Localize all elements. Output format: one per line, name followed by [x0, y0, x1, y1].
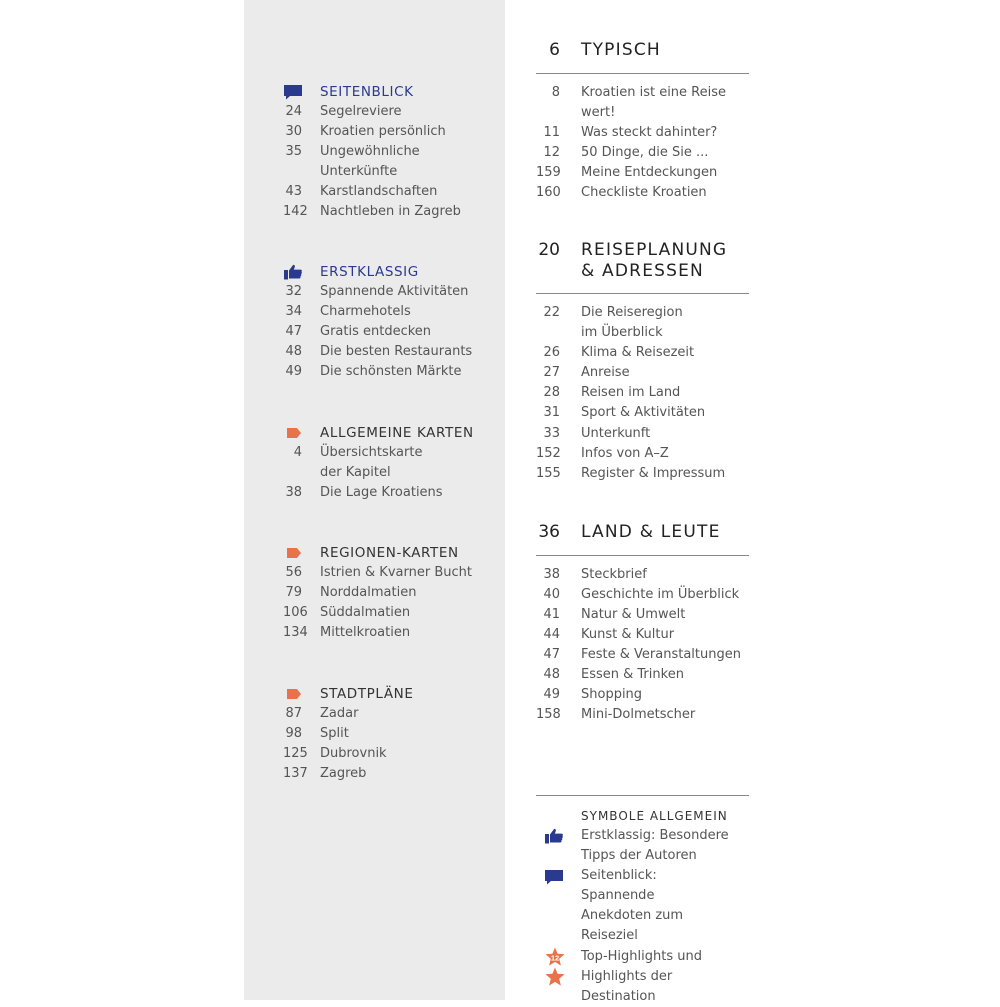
page-number: 49 — [285, 364, 302, 380]
legend-text: Highlights der Destination — [581, 968, 673, 1004]
list-item[interactable] — [283, 322, 498, 342]
section-stadtplaene — [283, 684, 498, 784]
page-number: 87 — [285, 706, 302, 721]
chapter-header[interactable] — [536, 240, 749, 281]
page-number: 31 — [543, 405, 560, 421]
entry-text: 50 Dinge, die Sie ... — [581, 144, 709, 160]
page-number: 137 — [283, 766, 308, 782]
page-number: 49 — [543, 687, 560, 703]
chapter-land-leute — [536, 522, 749, 725]
list-item[interactable] — [283, 704, 498, 724]
list-item[interactable] — [536, 403, 749, 423]
entry-text: Die besten Restaurants — [320, 344, 473, 360]
entry-text: Übersichtskarte der Kapitel — [320, 445, 423, 481]
list-item[interactable] — [283, 282, 498, 302]
page-number: 27 — [543, 365, 560, 381]
legend-text: Seitenblick: Spannende Anekdoten zum Reiseziel — [581, 868, 684, 944]
page-number: 142 — [283, 204, 308, 220]
page-number: 125 — [283, 746, 308, 762]
entry-text: Kunst & Kultur — [581, 626, 675, 642]
entry-text: Dubrovnik — [320, 746, 387, 762]
list-item[interactable] — [536, 183, 749, 203]
legend-text: Erstklassig: Besondere Tipps der Autoren — [581, 828, 729, 864]
list-item[interactable] — [536, 123, 749, 143]
entry-text: Gratis entdecken — [320, 324, 432, 340]
page-number: 155 — [536, 465, 561, 481]
thumbs-up-icon — [283, 264, 303, 280]
chapter-title: LAND & LEUTE — [581, 522, 721, 542]
page-number: 48 — [285, 344, 302, 360]
list-item[interactable] — [536, 585, 749, 605]
entry-text: Was steckt dahinter? — [581, 124, 718, 140]
list-item[interactable] — [536, 605, 749, 625]
entry-text: Geschichte im Überblick — [581, 586, 740, 602]
section-title: STADTPLÄNE — [320, 686, 414, 702]
legend-item — [536, 947, 749, 967]
speech-bubble-icon — [544, 869, 564, 885]
chapter-title: TYPISCH — [581, 40, 661, 60]
page-number: 28 — [543, 385, 560, 401]
page-number: 35 — [285, 144, 302, 160]
list-item[interactable] — [536, 163, 749, 183]
list-item[interactable] — [283, 142, 498, 182]
list-item[interactable] — [283, 362, 498, 382]
page-number: 106 — [283, 605, 308, 621]
entry-text: Checkliste Kroatien — [581, 184, 707, 200]
entry-text: Segelreviere — [320, 104, 402, 119]
list-item[interactable] — [283, 563, 498, 583]
entry-text: Norddalmatien — [320, 585, 417, 601]
list-item[interactable] — [283, 623, 498, 643]
page-number: 33 — [543, 425, 560, 441]
entry-text: Die Reiseregion im Überblick — [581, 305, 683, 341]
list-item[interactable] — [536, 444, 749, 464]
entry-text: Kroatien persönlich — [320, 124, 446, 140]
page-number: 30 — [285, 124, 302, 140]
section-title: ERSTKLASSIG — [320, 264, 419, 280]
page-number: 26 — [543, 345, 560, 361]
map-tag-icon — [283, 545, 303, 561]
section-header — [283, 423, 498, 443]
section-title: SEITENBLICK — [320, 84, 414, 100]
list-item[interactable] — [536, 464, 749, 484]
legend-item — [536, 826, 749, 866]
list-item[interactable] — [283, 102, 498, 122]
chapter-typisch — [536, 40, 749, 203]
entry-text: Anreise — [581, 365, 630, 381]
list-item[interactable] — [283, 764, 498, 784]
list-item[interactable] — [283, 443, 498, 483]
page-number: 41 — [543, 606, 560, 622]
list-item[interactable] — [283, 603, 498, 623]
entry-text: Nachtleben in Zagreb — [320, 204, 461, 220]
page-number: 43 — [285, 184, 302, 200]
entry-text: Mini-Dolmetscher — [581, 707, 696, 723]
list-item[interactable] — [283, 302, 498, 322]
page-number: 24 — [285, 104, 302, 119]
page-number: 38 — [543, 566, 560, 582]
entry-text: Infos von A–Z — [581, 445, 669, 461]
entry-text: Charmehotels — [320, 304, 411, 320]
entry-text: Klima & Reisezeit — [581, 345, 695, 361]
entry-text: Ungewöhnliche Unterkünfte — [320, 144, 420, 180]
entry-text: Meine Entdeckungen — [581, 164, 718, 180]
page-number: 56 — [285, 565, 302, 580]
map-tag-icon — [283, 686, 303, 702]
list-item[interactable] — [536, 363, 749, 383]
page-number: 11 — [543, 124, 560, 140]
entry-text: Die Lage Kroatiens — [320, 485, 443, 501]
list-item[interactable] — [283, 483, 498, 503]
chapter-title: REISEPLANUNG & ADRESSEN — [581, 240, 728, 281]
section-title: REGIONEN-KARTEN — [320, 545, 459, 561]
entry-text: Reisen im Land — [581, 385, 681, 401]
entry-text: Register & Impressum — [581, 465, 726, 481]
chapter-header[interactable] — [536, 40, 749, 61]
list-item[interactable] — [536, 83, 749, 123]
list-item[interactable] — [283, 744, 498, 764]
page-number: 38 — [285, 485, 302, 501]
entry-text: Die schönsten Märkte — [320, 364, 462, 380]
thumbs-up-icon — [544, 828, 564, 844]
page-number: 47 — [285, 324, 302, 340]
list-item[interactable] — [536, 565, 749, 585]
page-number: 34 — [285, 304, 302, 320]
page-number: 158 — [536, 707, 561, 723]
page-number: 40 — [543, 586, 560, 602]
section-title: ALLGEMEINE KARTEN — [320, 425, 474, 441]
section-header — [283, 684, 498, 704]
entry-text: Kroatien ist eine Reise wert! — [581, 84, 727, 120]
divider — [536, 293, 749, 294]
divider — [536, 73, 749, 74]
numbered-star-icon — [544, 947, 566, 967]
entry-text: Karstlandschaften — [320, 184, 438, 200]
list-item[interactable] — [536, 424, 749, 444]
entry-text: Zadar — [320, 706, 359, 721]
section-erstklassig — [283, 262, 498, 382]
page-number: 12 — [543, 144, 560, 160]
list-item[interactable] — [283, 342, 498, 362]
star-icon — [544, 967, 566, 987]
chapter-number: 36 — [538, 522, 560, 542]
entry-text: Mittelkroatien — [320, 625, 411, 641]
section-regionen-karten — [283, 543, 498, 643]
list-item[interactable] — [536, 665, 749, 685]
chapter-reiseplanung — [536, 240, 749, 484]
chapter-header[interactable] — [536, 522, 749, 543]
section-seitenblick — [283, 82, 498, 223]
legend-title: SYMBOLE ALLGEMEIN — [581, 809, 728, 823]
page-number: 22 — [543, 305, 560, 320]
page-number: 152 — [536, 445, 561, 461]
entry-text: Sport & Aktivitäten — [581, 405, 706, 421]
page-number: 44 — [543, 626, 560, 642]
list-item[interactable] — [283, 182, 498, 202]
entry-text: Spannende Aktivitäten — [320, 284, 469, 299]
list-item[interactable] — [283, 122, 498, 142]
speech-bubble-icon — [283, 84, 303, 100]
entry-text: Feste & Veranstaltungen — [581, 646, 741, 662]
page-number: 48 — [543, 666, 560, 682]
list-item[interactable] — [283, 202, 498, 222]
section-header — [283, 82, 498, 102]
entry-text: Süddalmatien — [320, 605, 411, 621]
page-number: 8 — [551, 84, 560, 100]
list-item[interactable] — [283, 583, 498, 603]
chapter-number: 6 — [549, 40, 560, 60]
page-number: 32 — [285, 284, 302, 299]
page-number: 79 — [285, 585, 302, 601]
entry-text: Split — [320, 726, 349, 742]
list-item[interactable] — [536, 625, 749, 645]
list-item[interactable] — [536, 303, 749, 343]
divider — [536, 555, 749, 556]
entry-text: Unterkunft — [581, 425, 651, 441]
map-tag-icon — [283, 425, 303, 441]
list-item[interactable] — [536, 645, 749, 665]
page-number: 47 — [543, 646, 560, 662]
list-item[interactable] — [536, 143, 749, 163]
section-header — [283, 543, 498, 563]
list-item[interactable] — [283, 724, 498, 744]
highlight-badge-number: 12 — [550, 952, 560, 962]
page-number: 160 — [536, 184, 561, 200]
entry-text: Istrien & Kvarner Bucht — [320, 565, 472, 580]
page-number: 159 — [536, 164, 561, 180]
legend-text: Top-Highlights und — [581, 948, 702, 964]
entry-text: Steckbrief — [581, 566, 647, 582]
legend-item — [536, 866, 749, 946]
page-number: 134 — [283, 625, 308, 641]
entry-text: Shopping — [581, 687, 643, 703]
entry-text: Zagreb — [320, 766, 367, 782]
symbol-legend — [536, 795, 749, 1007]
list-item[interactable] — [536, 685, 749, 705]
section-header — [283, 262, 498, 282]
divider — [536, 795, 749, 796]
page-number: 4 — [293, 445, 302, 460]
entry-text: Essen & Trinken — [581, 666, 684, 682]
chapter-number: 20 — [538, 240, 560, 260]
section-allgemeine-karten — [283, 423, 498, 503]
entry-text: Natur & Umwelt — [581, 606, 686, 622]
list-item[interactable] — [536, 383, 749, 403]
list-item[interactable] — [536, 343, 749, 363]
legend-item — [536, 967, 749, 1007]
page-number: 98 — [285, 726, 302, 742]
list-item[interactable] — [536, 705, 749, 725]
